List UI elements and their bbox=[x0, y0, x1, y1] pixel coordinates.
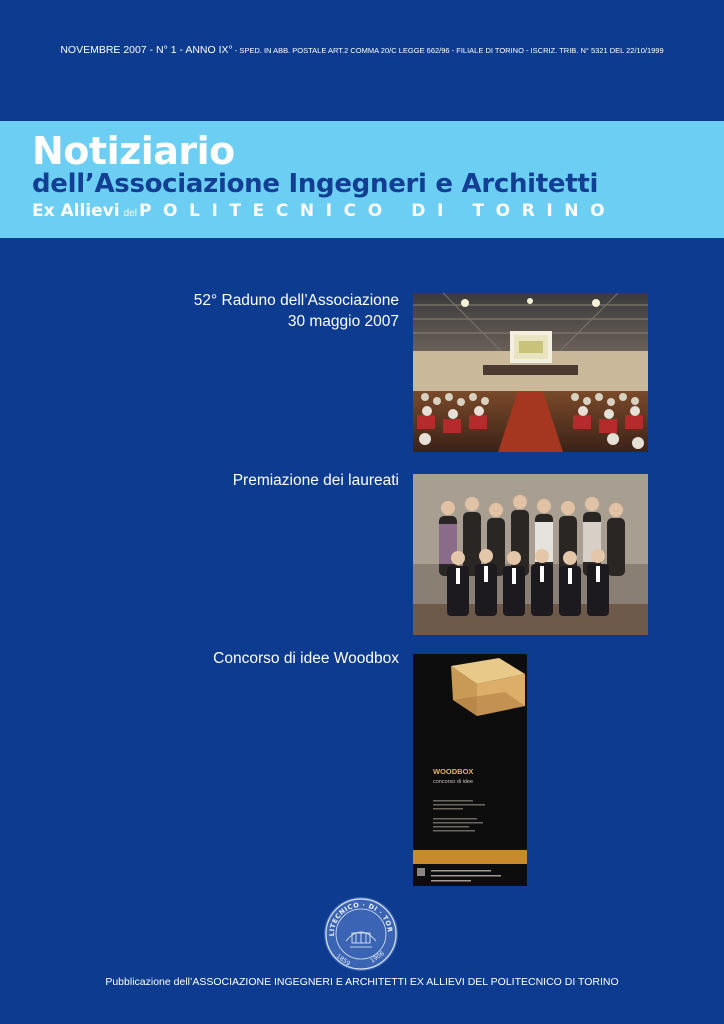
seal-year-right: 1906 bbox=[369, 950, 386, 965]
woodbox-poster bbox=[413, 654, 527, 886]
issue-main: NOVEMBRE 2007 - N° 1 - ANNO IX° bbox=[60, 44, 233, 56]
issue-info bbox=[0, 44, 724, 56]
del-label: del bbox=[123, 208, 137, 219]
article-caption-woodbox bbox=[213, 648, 399, 669]
politecnico-seal-logo bbox=[322, 895, 400, 973]
footer-publisher: Pubblicazione dell’ASSOCIAZIONE INGEGNERI E ARCHITETTI EX ALLIEVI DEL POLITECNICO DI TORINO bbox=[105, 976, 619, 988]
seal-text: LITECNICO · DI · TOR bbox=[327, 900, 395, 937]
ex-allievi-label: Ex Allievi bbox=[32, 201, 120, 221]
article-date: 30 maggio 2007 bbox=[287, 313, 399, 330]
article-title: Premiazione dei laureati bbox=[232, 472, 399, 489]
masthead bbox=[0, 121, 724, 238]
masthead-subtitle: dell’Associazione Ingegneri e Architetti bbox=[32, 169, 599, 199]
woodbox-title: WOODBOX bbox=[433, 767, 474, 776]
politecnico-label: POLITECNICO DI TORINO bbox=[138, 201, 617, 221]
article-caption-premiazione bbox=[233, 470, 399, 491]
woodbox-subtitle: concorso di idee bbox=[433, 779, 474, 785]
seal-year-left: 1859 bbox=[334, 952, 352, 968]
issue-postal-info: - SPED. IN ABB. POSTALE ART.2 COMMA 20/C LEGGE 662/96 - FILIALE DI TORINO - ISCRIZ. TRIB. N° 5321 DEL 22/10/1999 bbox=[232, 46, 664, 55]
graduates-group-photo bbox=[413, 474, 648, 635]
masthead-institution bbox=[32, 201, 616, 221]
masthead-title: Notiziario bbox=[32, 129, 235, 173]
raduno-hall-photo bbox=[413, 293, 648, 452]
article-title: 52° Raduno dell’Associazione bbox=[193, 292, 399, 309]
article-title: Concorso di idee Woodbox bbox=[213, 650, 399, 667]
article-caption-raduno bbox=[194, 290, 399, 332]
